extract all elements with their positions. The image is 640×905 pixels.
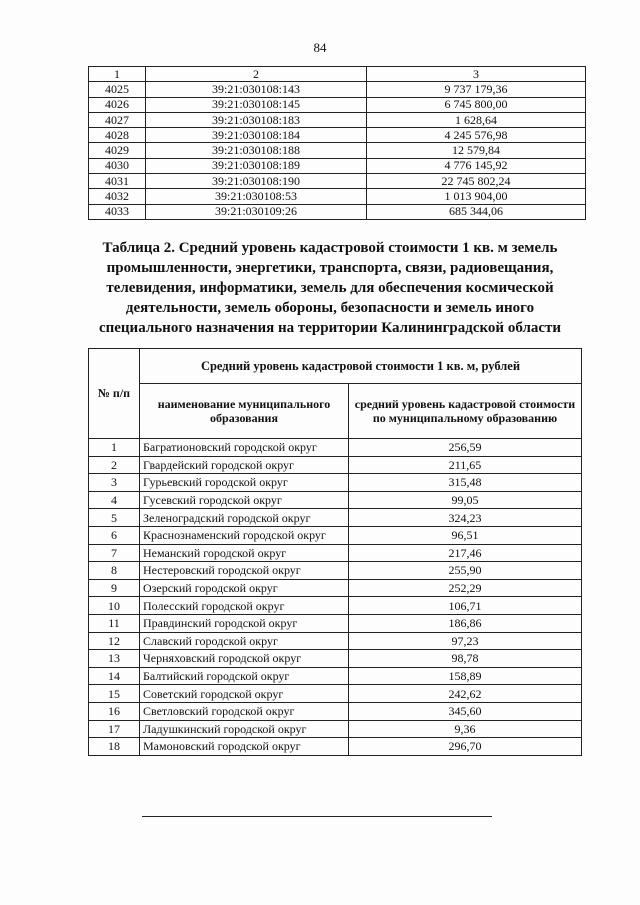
table-row	[89, 544, 582, 562]
table1-cadastral-number: 39:21:030108:184	[146, 128, 367, 143]
table1-cadastral-value: 4 776 145,92	[367, 158, 586, 173]
table-row	[89, 189, 586, 204]
average-cadastral-value-table	[88, 348, 582, 756]
table1-body	[89, 82, 586, 220]
average-value: 96,51	[349, 526, 582, 544]
table-row	[89, 143, 586, 158]
table1-row-number: 4029	[89, 143, 146, 158]
table2-row-number: 16	[89, 702, 140, 720]
average-value: 296,70	[349, 738, 582, 756]
table1-cadastral-number: 39:21:030108:53	[146, 189, 367, 204]
table1-cadastral-number: 39:21:030108:188	[146, 143, 367, 158]
table-row	[89, 685, 582, 703]
average-value: 255,90	[349, 562, 582, 580]
municipality-name: Зеленоградский городской округ	[140, 509, 349, 527]
average-value: 97,23	[349, 632, 582, 650]
table1-cadastral-number: 39:21:030108:189	[146, 158, 367, 173]
average-value: 99,05	[349, 491, 582, 509]
table1-row-number: 4026	[89, 97, 146, 112]
municipality-name: Мамоновский городской округ	[140, 738, 349, 756]
table2-row-number: 4	[89, 491, 140, 509]
table1-row-number: 4027	[89, 112, 146, 127]
table2-row-number: 7	[89, 544, 140, 562]
table2-row-number: 17	[89, 720, 140, 738]
table2-row-number: 11	[89, 614, 140, 632]
average-value: 186,86	[349, 614, 582, 632]
average-value: 324,23	[349, 509, 582, 527]
municipality-name: Ладушкинский городской округ	[140, 720, 349, 738]
table2-row-number: 15	[89, 685, 140, 703]
table-row	[89, 562, 582, 580]
table-row	[89, 82, 586, 97]
table-row	[89, 667, 582, 685]
cadastral-table-continuation	[88, 66, 586, 220]
table2-body	[89, 439, 582, 756]
average-value: 256,59	[349, 439, 582, 457]
table-row	[89, 526, 582, 544]
table1-cadastral-value: 6 745 800,00	[367, 97, 586, 112]
table1-cadastral-number: 39:21:030108:190	[146, 174, 367, 189]
table-row	[89, 112, 586, 127]
municipality-name: Нестеровский городской округ	[140, 562, 349, 580]
table2-row-number: 9	[89, 579, 140, 597]
table2-main-header: Средний уровень кадастровой стоимости 1 кв. м, рублей	[140, 349, 582, 384]
table-row	[89, 579, 582, 597]
table1-cadastral-value: 12 579,84	[367, 143, 586, 158]
municipality-name: Озерский городской округ	[140, 579, 349, 597]
table2-row-number: 8	[89, 562, 140, 580]
table1-header-row	[89, 67, 586, 82]
table-row	[89, 597, 582, 615]
table2-row-number: 18	[89, 738, 140, 756]
average-value: 98,78	[349, 650, 582, 668]
table1-cadastral-value: 685 344,06	[367, 204, 586, 219]
municipality-name: Гвардейский городской округ	[140, 456, 349, 474]
table1-row-number: 4028	[89, 128, 146, 143]
municipality-name: Багратионовский городской округ	[140, 439, 349, 457]
table1-row-number: 4030	[89, 158, 146, 173]
average-value: 9,36	[349, 720, 582, 738]
table2-caption: Таблица 2. Средний уровень кадастровой стоимости 1 кв. м земель промышленности, энергетики, транспорта, связи, радиовещания, телевидения, информатики, земель для обеспечения космической деятельности, земель обороны, безопасности и земель иного специального назначения на территории Калининградской области	[98, 240, 562, 336]
table2-row-number: 3	[89, 474, 140, 492]
footer-divider	[142, 816, 492, 817]
table1-cadastral-value: 9 737 179,36	[367, 82, 586, 97]
municipality-name: Черняховский городской округ	[140, 650, 349, 668]
table-row	[89, 650, 582, 668]
municipality-name: Гусевский городской округ	[140, 491, 349, 509]
municipality-name: Светловский городской округ	[140, 702, 349, 720]
table1-cadastral-number: 39:21:030108:183	[146, 112, 367, 127]
table-row	[89, 491, 582, 509]
average-value: 242,62	[349, 685, 582, 703]
table1-cadastral-value: 22 745 802,24	[367, 174, 586, 189]
table2-header-row	[89, 349, 582, 384]
table1-cadastral-number: 39:21:030108:143	[146, 82, 367, 97]
table-row	[89, 702, 582, 720]
table1-cadastral-number: 39:21:030109:26	[146, 204, 367, 219]
municipality-name: Балтийский городской округ	[140, 667, 349, 685]
table1-cadastral-value: 1 013 904,00	[367, 189, 586, 204]
municipality-name: Полесский городской округ	[140, 597, 349, 615]
table-row	[89, 632, 582, 650]
table-row	[89, 738, 582, 756]
municipality-name: Правдинский городской округ	[140, 614, 349, 632]
municipality-name: Неманский городской округ	[140, 544, 349, 562]
page-number: 84	[313, 40, 327, 55]
table1-header-col3: 3	[367, 67, 586, 82]
table2-value-header: средний уровень кадастровой стоимости по муниципальному образованию	[349, 384, 582, 439]
table1-row-number: 4032	[89, 189, 146, 204]
table2-subheader-row	[89, 384, 582, 439]
table1-row-number: 4033	[89, 204, 146, 219]
table2-number-header: № п/п	[89, 349, 140, 439]
table1-row-number: 4031	[89, 174, 146, 189]
table2-row-number: 2	[89, 456, 140, 474]
table2-row-number: 6	[89, 526, 140, 544]
table2-row-number: 13	[89, 650, 140, 668]
table2-row-number: 14	[89, 667, 140, 685]
table-row	[89, 174, 586, 189]
municipality-name: Краснознаменский городской округ	[140, 526, 349, 544]
table1-cadastral-number: 39:21:030108:145	[146, 97, 367, 112]
average-value: 345,60	[349, 702, 582, 720]
municipality-name: Славский городской округ	[140, 632, 349, 650]
table1-header-col1: 1	[89, 67, 146, 82]
table-row	[89, 509, 582, 527]
table-row	[89, 720, 582, 738]
table2-name-header: наименование муниципального образования	[140, 384, 349, 439]
table-row	[89, 128, 586, 143]
table2-row-number: 10	[89, 597, 140, 615]
average-value: 315,48	[349, 474, 582, 492]
table-row	[89, 97, 586, 112]
average-value: 211,65	[349, 456, 582, 474]
average-value: 252,29	[349, 579, 582, 597]
table-row	[89, 439, 582, 457]
table1-row-number: 4025	[89, 82, 146, 97]
table1-cadastral-value: 1 628,64	[367, 112, 586, 127]
municipality-name: Гурьевский городской округ	[140, 474, 349, 492]
table2-row-number: 5	[89, 509, 140, 527]
municipality-name: Советский городской округ	[140, 685, 349, 703]
table-row	[89, 158, 586, 173]
table2-row-number: 1	[89, 439, 140, 457]
average-value: 106,71	[349, 597, 582, 615]
table-row	[89, 614, 582, 632]
average-value: 217,46	[349, 544, 582, 562]
table-row	[89, 204, 586, 219]
table1-cadastral-value: 4 245 576,98	[367, 128, 586, 143]
average-value: 158,89	[349, 667, 582, 685]
table-row	[89, 474, 582, 492]
table1-header-col2: 2	[146, 67, 367, 82]
table2-row-number: 12	[89, 632, 140, 650]
table-row	[89, 456, 582, 474]
